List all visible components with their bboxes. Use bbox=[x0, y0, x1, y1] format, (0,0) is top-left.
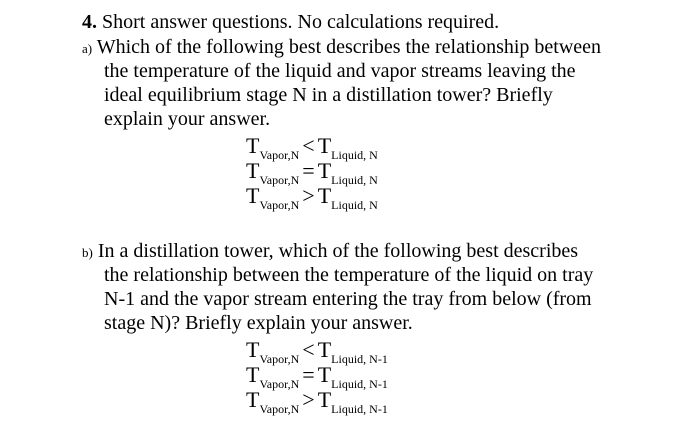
equation-rhs: T bbox=[317, 183, 332, 208]
part-b-equation-lt bbox=[246, 338, 388, 365]
part-b-text-1: In a distillation tower, which of the following best describes bbox=[97, 240, 579, 262]
part-a-line-3: ideal equilibrium stage N in a distillation tower? Briefly bbox=[104, 84, 553, 106]
equation-lhs-subscript: Vapor,N bbox=[259, 148, 300, 162]
part-a-line-2: the temperature of the liquid and vapor streams leaving the bbox=[104, 60, 576, 82]
question-number: 4. bbox=[82, 11, 97, 33]
equation-rhs: T bbox=[317, 158, 332, 183]
equation-rhs-subscript: Liquid, N bbox=[331, 173, 378, 187]
part-a-marker: a) bbox=[82, 41, 93, 56]
equation-operator: = bbox=[302, 362, 315, 387]
part-a-equation-gt bbox=[246, 184, 378, 211]
part-a-equation-eq bbox=[246, 159, 378, 186]
equation-operator: = bbox=[302, 158, 315, 183]
part-b-line-1 bbox=[82, 239, 578, 265]
equation-rhs: T bbox=[317, 387, 332, 412]
equation-rhs-subscript: Liquid, N bbox=[331, 198, 378, 212]
equation-lhs: T bbox=[246, 158, 260, 183]
equation-operator: < bbox=[302, 337, 315, 362]
equation-operator: > bbox=[302, 183, 315, 208]
equation-lhs: T bbox=[246, 183, 260, 208]
equation-lhs-subscript: Vapor,N bbox=[259, 173, 300, 187]
equation-lhs: T bbox=[246, 387, 260, 412]
equation-rhs-subscript: Liquid, N-1 bbox=[331, 377, 388, 391]
question-header bbox=[82, 10, 499, 34]
equation-rhs: T bbox=[317, 362, 332, 387]
equation-lhs-subscript: Vapor,N bbox=[259, 352, 300, 366]
part-a-line-1 bbox=[82, 35, 601, 61]
part-b-line-4: stage N)? Briefly explain your answer. bbox=[104, 312, 413, 334]
equation-rhs: T bbox=[317, 133, 332, 158]
part-b-equation-gt bbox=[246, 388, 388, 415]
question-title: Short answer questions. No calculations required. bbox=[102, 11, 500, 33]
equation-lhs: T bbox=[246, 362, 260, 387]
part-a-line-4: explain your answer. bbox=[104, 108, 271, 130]
equation-rhs-subscript: Liquid, N-1 bbox=[331, 352, 388, 366]
equation-rhs-subscript: Liquid, N-1 bbox=[331, 402, 388, 416]
part-b-equation-eq bbox=[246, 363, 388, 390]
equation-lhs: T bbox=[246, 133, 260, 158]
part-b-line-3: N-1 and the vapor stream entering the tray from below (from bbox=[104, 288, 592, 310]
part-a-equation-lt bbox=[246, 134, 378, 161]
part-a-text-1: Which of the following best describes the relationship between bbox=[96, 36, 602, 58]
equation-lhs-subscript: Vapor,N bbox=[259, 377, 300, 391]
part-b-line-2: the relationship between the temperature of the liquid on tray bbox=[104, 264, 594, 286]
equation-operator: > bbox=[302, 387, 315, 412]
equation-lhs-subscript: Vapor,N bbox=[259, 402, 300, 416]
equation-operator: < bbox=[302, 133, 315, 158]
equation-lhs-subscript: Vapor,N bbox=[259, 198, 300, 212]
equation-lhs: T bbox=[246, 337, 260, 362]
equation-rhs-subscript: Liquid, N bbox=[331, 148, 378, 162]
part-b-marker: b) bbox=[82, 245, 93, 260]
equation-rhs: T bbox=[317, 337, 332, 362]
